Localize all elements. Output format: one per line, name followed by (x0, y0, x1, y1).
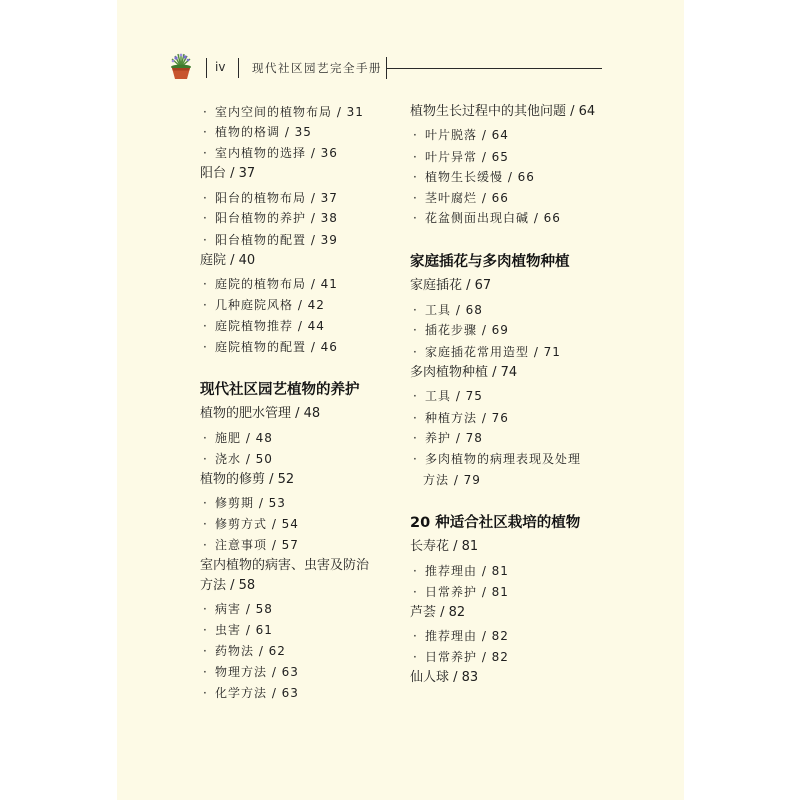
toc-entry-label: 物理方法 / 63 (215, 665, 299, 679)
toc-entry (413, 149, 509, 165)
toc-entry (413, 190, 509, 206)
bullet-icon: · (203, 538, 208, 552)
bullet-icon: · (203, 644, 208, 658)
toc-entry (413, 388, 483, 404)
toc-entry-label: 阳台植物的配置 / 39 (215, 233, 338, 247)
bullet-icon: · (413, 150, 418, 164)
toc-entry (413, 322, 509, 338)
bullet-icon: · (413, 345, 418, 359)
toc-entry (413, 649, 509, 665)
toc-entry-label: 庭院植物的配置 / 46 (215, 340, 338, 354)
toc-entry-label: 修剪方式 / 54 (215, 517, 299, 531)
potted-plant-logo-icon (169, 52, 193, 80)
toc-entry-label: 修剪期 / 53 (215, 496, 286, 510)
toc-entry-continued: 方法 / 79 (423, 473, 481, 487)
toc-entry (203, 276, 338, 292)
toc-entry-label: 养护 / 78 (425, 431, 483, 445)
bullet-icon: · (203, 665, 208, 679)
toc-subsection: 植物的修剪 / 52 (200, 472, 295, 487)
toc-entry-label: 室内空间的植物布局 / 31 (215, 105, 364, 119)
toc-entry (203, 643, 286, 659)
toc-entry-label: 日常养护 / 81 (425, 585, 509, 599)
toc-entry-label: 花盆侧面出现白碱 / 66 (425, 211, 561, 225)
toc-entry (203, 451, 273, 467)
toc-entry-label: 注意事项 / 57 (215, 538, 299, 552)
toc-entry (203, 664, 299, 680)
toc-entry-label: 虫害 / 61 (215, 623, 273, 637)
toc-entry (413, 344, 561, 360)
bullet-icon: · (413, 303, 418, 317)
toc-entry (413, 127, 509, 143)
toc-entry-label: 化学方法 / 63 (215, 686, 299, 700)
bullet-icon: · (203, 298, 208, 312)
header-divider (238, 58, 239, 78)
toc-entry-label: 叶片异常 / 65 (425, 150, 509, 164)
toc-entry-label: 几种庭院风格 / 42 (215, 298, 325, 312)
toc-entry (203, 430, 273, 446)
toc-entry-label: 日常养护 / 82 (425, 650, 509, 664)
toc-entry (203, 339, 338, 355)
toc-entry-label: 工具 / 75 (425, 389, 483, 403)
bullet-icon: · (203, 452, 208, 466)
bullet-icon: · (413, 323, 418, 337)
bullet-icon: · (413, 585, 418, 599)
bullet-icon: · (413, 128, 418, 142)
toc-subsection: 阳台 / 37 (200, 166, 256, 181)
bullet-icon: · (203, 431, 208, 445)
header-rule (386, 68, 602, 69)
toc-entry-label: 室内植物的选择 / 36 (215, 146, 338, 160)
bullet-icon: · (413, 191, 418, 205)
toc-subsection: 仙人球 / 83 (410, 670, 479, 685)
bullet-icon: · (413, 211, 418, 225)
bullet-icon: · (203, 623, 208, 637)
bullet-icon: · (413, 411, 418, 425)
toc-subsection: 植物生长过程中的其他问题 / 64 (410, 104, 596, 119)
toc-entry-label: 种植方法 / 76 (425, 411, 509, 425)
toc-entry-label: 家庭插花常用造型 / 71 (425, 345, 561, 359)
toc-entry (203, 124, 312, 140)
toc-subsection: 家庭插花 / 67 (410, 278, 492, 293)
toc-entry (203, 601, 273, 617)
toc-entry-label: 浇水 / 50 (215, 452, 273, 466)
bullet-icon: · (203, 105, 208, 119)
toc-entry (413, 169, 535, 185)
toc-entry-label: 施肥 / 48 (215, 431, 273, 445)
toc-entry (203, 537, 299, 553)
toc-subsection: 方法 / 58 (200, 578, 256, 593)
toc-entry (413, 628, 509, 644)
toc-section-heading: 现代社区园艺植物的养护 (200, 382, 360, 398)
toc-entry (413, 584, 509, 600)
toc-entry-label: 推荐理由 / 81 (425, 564, 509, 578)
running-title: 现代社区园艺完全手册 (252, 61, 382, 75)
toc-entry-label: 植物的格调 / 35 (215, 125, 312, 139)
bullet-icon: · (203, 211, 208, 225)
toc-entry (413, 410, 509, 426)
bullet-icon: · (203, 602, 208, 616)
toc-entry-label: 药物法 / 62 (215, 644, 286, 658)
bullet-icon: · (413, 389, 418, 403)
toc-entry (203, 516, 299, 532)
toc-subsection: 长寿花 / 81 (410, 539, 479, 554)
bullet-icon: · (413, 431, 418, 445)
toc-entry (413, 302, 483, 318)
toc-subsection: 室内植物的病害、虫害及防治 (200, 558, 370, 573)
bullet-icon: · (203, 191, 208, 205)
toc-entry (203, 318, 325, 334)
page-number: iv (215, 60, 226, 74)
toc-entry-label: 工具 / 68 (425, 303, 483, 317)
toc-entry-label: 植物生长缓慢 / 66 (425, 170, 535, 184)
bullet-icon: · (203, 517, 208, 531)
toc-entry-label: 病害 / 58 (215, 602, 273, 616)
book-page (117, 0, 684, 800)
toc-subsection: 庭院 / 40 (200, 253, 256, 268)
bullet-icon: · (413, 629, 418, 643)
bullet-icon: · (203, 496, 208, 510)
toc-entry-label: 庭院植物推荐 / 44 (215, 319, 325, 333)
bullet-icon: · (413, 170, 418, 184)
header-divider (206, 58, 207, 78)
bullet-icon: · (203, 319, 208, 333)
toc-entry (203, 495, 286, 511)
bullet-icon: · (203, 146, 208, 160)
toc-entry-label: 茎叶腐烂 / 66 (425, 191, 509, 205)
toc-entry (203, 685, 299, 701)
bullet-icon: · (203, 277, 208, 291)
toc-entry (203, 232, 338, 248)
toc-section-heading: 20 种适合社区栽培的植物 (410, 515, 581, 531)
bullet-icon: · (203, 125, 208, 139)
bullet-icon: · (203, 233, 208, 247)
toc-entry-label: 插花步骤 / 69 (425, 323, 509, 337)
toc-entry-label: 多肉植物的病理表现及处理 (425, 452, 582, 466)
bullet-icon: · (413, 650, 418, 664)
toc-subsection: 芦荟 / 82 (410, 605, 466, 620)
toc-subsection: 多肉植物种植 / 74 (410, 365, 518, 380)
toc-entry (203, 297, 325, 313)
bullet-icon: · (203, 686, 208, 700)
bullet-icon: · (203, 340, 208, 354)
toc-entry-label: 推荐理由 / 82 (425, 629, 509, 643)
toc-entry-label: 阳台的植物布局 / 37 (215, 191, 338, 205)
toc-entry-label: 叶片脱落 / 64 (425, 128, 509, 142)
toc-section-heading: 家庭插花与多肉植物种植 (410, 254, 570, 270)
toc-entry (413, 451, 581, 467)
toc-entry (413, 563, 509, 579)
page-header (117, 48, 684, 88)
toc-entry-label: 庭院的植物布局 / 41 (215, 277, 338, 291)
toc-entry (203, 190, 338, 206)
toc-entry (413, 210, 561, 226)
toc-subsection: 植物的肥水管理 / 48 (200, 406, 321, 421)
toc-entry (413, 430, 483, 446)
bullet-icon: · (413, 564, 418, 578)
toc-entry (203, 145, 338, 161)
toc-entry (203, 104, 364, 120)
toc-entry-label: 阳台植物的养护 / 38 (215, 211, 338, 225)
bullet-icon: · (413, 452, 418, 466)
toc-entry (203, 622, 273, 638)
toc-entry (203, 210, 338, 226)
